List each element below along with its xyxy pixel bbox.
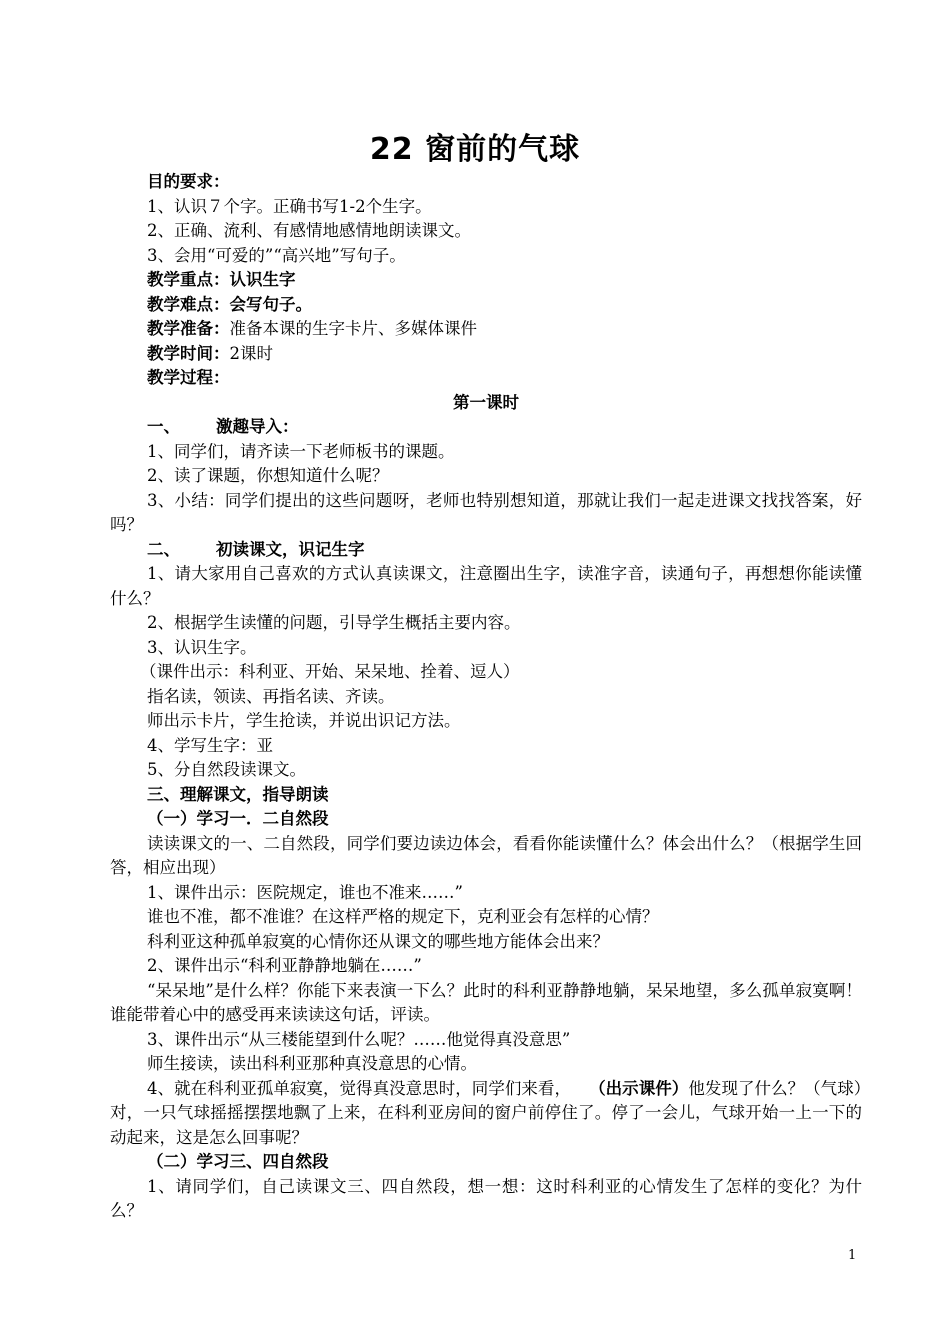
list-item: （课件出示：科利亚、开始、呆呆地、拴着、逗人） — [140, 662, 520, 681]
objectives-label: 目的要求： — [147, 172, 230, 191]
page-number: 1 — [848, 1248, 857, 1263]
courseware-label: （出示课件） — [589, 1078, 689, 1098]
list-item: 2、读了课题，你想知道什么呢？ — [147, 466, 389, 485]
list-item: 师出示卡片，学生抢读，并说出识记方法。 — [147, 711, 461, 730]
teaching-prep — [110, 317, 862, 342]
objective-item: 1、认识７个字。正确书写1-2个生字。 — [147, 196, 432, 216]
section-number: 一、 — [147, 417, 180, 436]
page-title: 22 窗前的气球 — [369, 132, 581, 167]
focus-label: 教学重点： — [147, 270, 230, 289]
list-item: 2、课件出示“科利亚静静地躺在……” — [147, 956, 422, 975]
prep-value: 准备本课的生字卡片、多媒体课件 — [229, 319, 477, 338]
objective-item: 2、正确、流利、有感情地感情地朗读课文。 — [147, 221, 471, 240]
list-item: 1、同学们，请齐读一下老师板书的课题。 — [147, 441, 455, 461]
time-label: 教学时间： — [147, 343, 230, 363]
list-item: 2、根据学生读懂的问题，引导学生概括主要内容。 — [147, 613, 521, 632]
difficulty-label: 教学难点： — [147, 294, 230, 314]
paragraph-text: 他发现了什么？（气球）对，一只气球摇摇摆摆地飘了上来，在科利亚房间的窗户前停住了。停了一会儿，气球开始一上一下的动起来，这是怎么回事呢？ — [110, 1078, 863, 1147]
teaching-time — [110, 342, 862, 367]
list-item: 4、学写生字：亚 — [147, 735, 273, 755]
prep-label: 教学准备： — [147, 319, 230, 338]
document-body — [110, 170, 862, 1224]
teaching-focus — [110, 268, 862, 293]
list-item: 1、课件出示：医院规定，谁也不准来……” — [147, 882, 463, 902]
list-item: 3、课件出示“从三楼能望到什么呢？……他觉得真没意思” — [147, 1029, 571, 1049]
list-item: 科利亚这种孤单寂寞的心情你还从课文的哪些地方能体会出来？ — [147, 931, 609, 951]
section-heading — [110, 415, 862, 440]
section-number: 二、 — [147, 539, 180, 559]
list-item: 1、请同学们，自己读课文三、四自然段，想一想：这时科利亚的心情发生了怎样的变化？为什么？ — [110, 1176, 862, 1220]
section-heading — [110, 538, 862, 563]
difficulty-value: 会写句子。 — [229, 294, 312, 314]
section-title: 激趣导入： — [216, 417, 299, 436]
list-item: 1、请大家用自己喜欢的方式认真读课文，注意圈出生字，读准字音，读通句子，再想想你能读懂什么？ — [110, 564, 862, 608]
list-item — [110, 1077, 862, 1151]
teaching-difficulty — [110, 293, 862, 318]
list-item: 3、认识生字。 — [147, 637, 257, 657]
lesson-title: 第一课时 — [453, 392, 519, 412]
list-item: “呆呆地”是什么样？你能下来表演一下么？此时的科利亚静静地躺，呆呆地望，多么孤单寂寞啊！谁能带着心中的感受再来读读这句话，评读。 — [110, 980, 862, 1024]
list-item: 师生接读，读出科利亚那种真没意思的心情。 — [147, 1054, 477, 1073]
list-item: 指名读，领读、再指名读、齐读。 — [147, 686, 395, 706]
section-title: 初读课文，识记生字 — [216, 539, 365, 559]
focus-value: 认识生字 — [229, 270, 296, 289]
list-item: 5、分自然段读课文。 — [147, 760, 306, 779]
list-item: 3、小结：同学们提出的这些问题呀，老师也特别想知道，那就让我们一起走进课文找找答案，好吗？ — [110, 490, 862, 534]
process-label: 教学过程： — [147, 368, 230, 387]
objective-item: 3、会用“可爱的”“高兴地”写句子。 — [147, 245, 406, 265]
paragraph-text: 4、就在科利亚孤单寂寞，觉得真没意思时，同学们来看， — [147, 1078, 572, 1098]
time-value: 2课时 — [229, 343, 273, 363]
section-heading: 三、理解课文，指导朗读 — [147, 784, 329, 804]
list-item: 谁也不准，都不准谁？在这样严格的规定下，克利亚会有怎样的心情？ — [147, 907, 659, 926]
list-item: 读读课文的一、二自然段，同学们要边读边体会，看看你能读懂什么？体会出什么？（根据学生回答，相应出现） — [110, 833, 862, 877]
subsection-heading: （一）学习一．二自然段 — [147, 809, 329, 828]
subsection-heading: （二）学习三、四自然段 — [147, 1152, 329, 1171]
